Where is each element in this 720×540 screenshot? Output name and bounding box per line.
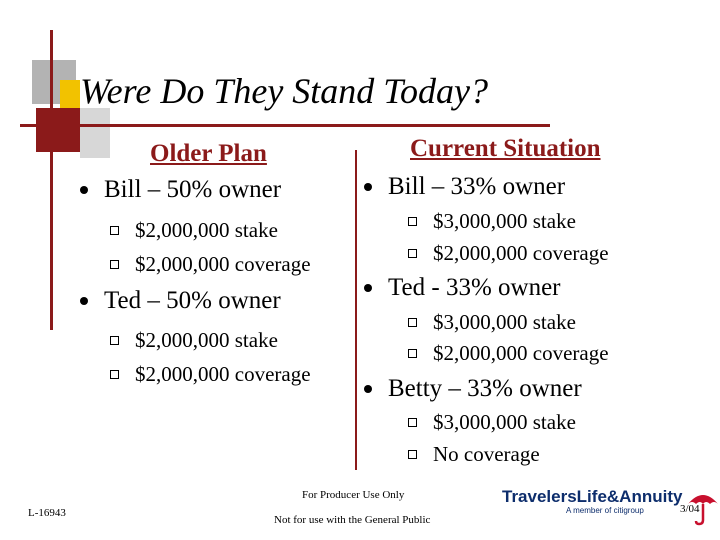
- bullet-dot-icon: [364, 284, 372, 292]
- sub-bullet: [110, 252, 311, 277]
- company-logo: [502, 488, 720, 526]
- owner-label: Bill – 33% owner: [388, 173, 566, 200]
- decor-square-light: [80, 108, 110, 158]
- sub-label: $2,000,000 coverage: [135, 252, 311, 276]
- square-bullet-icon: [408, 418, 417, 427]
- bullet-dot-icon: [80, 297, 88, 305]
- owner-bullet: [364, 173, 565, 201]
- sub-bullet: [408, 209, 576, 234]
- sub-bullet: [408, 442, 540, 467]
- decor-square-red: [36, 108, 80, 152]
- slide-title: Were Do They Stand Today?: [80, 71, 488, 111]
- logo-member: A member of citigroup: [566, 506, 644, 515]
- square-bullet-icon: [110, 260, 119, 269]
- owner-bullet: [80, 176, 281, 204]
- owner-bullet: [364, 274, 561, 302]
- square-bullet-icon: [408, 349, 417, 358]
- sub-bullet: [110, 362, 311, 387]
- bullet-dot-icon: [80, 186, 88, 194]
- sub-label: $2,000,000 stake: [135, 328, 278, 352]
- sub-bullet: [408, 341, 609, 366]
- owner-label: Bill – 50% owner: [104, 176, 282, 203]
- sub-label: $3,000,000 stake: [433, 310, 576, 334]
- decor-horizontal-line: [20, 124, 550, 127]
- public-notice: Not for use with the General Public: [274, 514, 431, 526]
- column-divider: [355, 150, 357, 470]
- decor-vertical-line: [50, 30, 53, 330]
- square-bullet-icon: [408, 217, 417, 226]
- sub-label: $2,000,000 coverage: [433, 241, 609, 265]
- square-bullet-icon: [110, 226, 119, 235]
- owner-label: Ted - 33% owner: [388, 274, 561, 301]
- sub-bullet: [110, 218, 278, 243]
- sub-bullet: [110, 328, 278, 353]
- sub-label: $3,000,000 stake: [433, 410, 576, 434]
- producer-notice: For Producer Use Only: [302, 489, 405, 501]
- older-plan-heading: Older Plan: [150, 140, 267, 167]
- square-bullet-icon: [408, 450, 417, 459]
- square-bullet-icon: [110, 370, 119, 379]
- slide-code: L-16943: [28, 507, 66, 519]
- sub-label: $2,000,000 coverage: [433, 341, 609, 365]
- square-bullet-icon: [408, 318, 417, 327]
- square-bullet-icon: [408, 249, 417, 258]
- sub-bullet: [408, 410, 576, 435]
- square-bullet-icon: [110, 336, 119, 345]
- decor-square-gold: [60, 80, 80, 108]
- owner-bullet: [80, 287, 281, 315]
- owner-bullet: [364, 375, 582, 403]
- sub-label: $3,000,000 stake: [433, 209, 576, 233]
- sub-label: No coverage: [433, 442, 540, 466]
- bullet-dot-icon: [364, 385, 372, 393]
- bullet-dot-icon: [364, 183, 372, 191]
- sub-label: $2,000,000 stake: [135, 218, 278, 242]
- current-situation-heading: Current Situation: [410, 135, 601, 162]
- logo-name: TravelersLife&Annuity: [502, 487, 683, 506]
- umbrella-icon: [686, 486, 720, 526]
- sub-bullet: [408, 241, 609, 266]
- owner-label: Betty – 33% owner: [388, 375, 582, 402]
- owner-label: Ted – 50% owner: [104, 287, 281, 314]
- sub-label: $2,000,000 coverage: [135, 362, 311, 386]
- page-number: 3/04: [680, 503, 700, 515]
- sub-bullet: [408, 310, 576, 335]
